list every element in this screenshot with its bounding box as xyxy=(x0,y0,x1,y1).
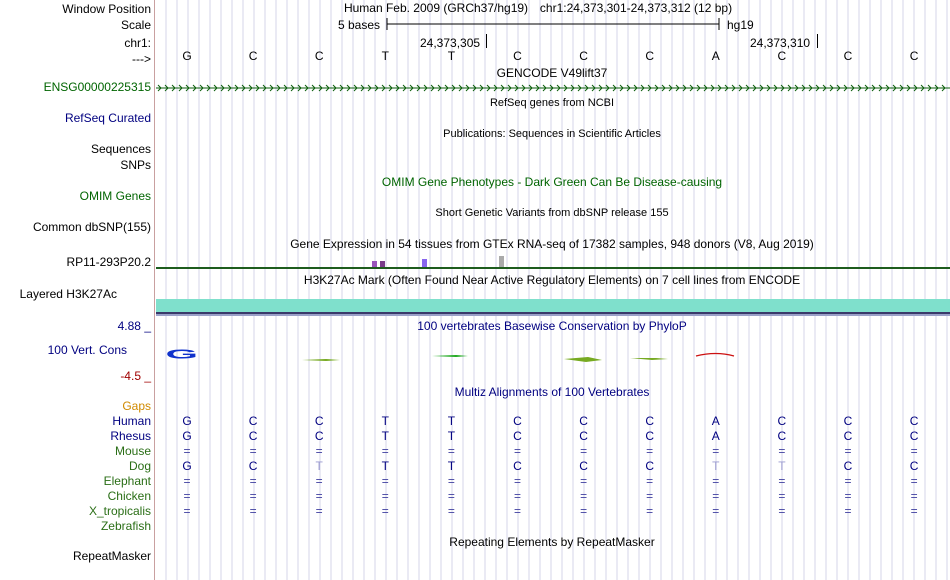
gtex-baseline xyxy=(156,267,950,269)
alignment-base: C xyxy=(645,459,655,473)
alignment-base: = xyxy=(513,474,521,488)
gtex-bars[interactable] xyxy=(156,256,950,267)
gencode-gene-feature[interactable] xyxy=(156,81,950,95)
alignment-base: = xyxy=(844,444,852,458)
ruler-base: C xyxy=(777,49,787,63)
ruler-base: C xyxy=(513,49,522,63)
h3k27ac-baseline-2 xyxy=(156,314,950,316)
alignment-base: C xyxy=(314,429,324,443)
species-label: Mouse xyxy=(114,444,151,458)
scale-bar xyxy=(385,16,725,32)
alignment-base: = xyxy=(315,474,323,488)
chr-label: chr1: xyxy=(124,36,151,50)
alignment-base: = xyxy=(183,474,191,488)
track-label-pane xyxy=(0,0,155,580)
alignment-base: = xyxy=(513,489,521,503)
ruler-base: C xyxy=(248,49,258,63)
alignment-base: T xyxy=(381,414,389,428)
snps-track-label[interactable]: SNPs xyxy=(120,158,151,172)
alignment-base: = xyxy=(183,489,191,503)
ruler-base: T xyxy=(381,49,389,63)
alignment-base: = xyxy=(447,489,455,503)
ruler-base: C xyxy=(843,49,853,63)
alignment-base: = xyxy=(844,474,852,488)
alignment-base: = xyxy=(646,504,654,518)
conservation-track-label[interactable]: 100 Vert. Cons xyxy=(47,343,127,357)
dbsnp-track-title[interactable]: Short Genetic Variants from dbSNP release 155 xyxy=(435,207,669,219)
alignment-base: = xyxy=(249,444,257,458)
ruler-base: C xyxy=(314,49,324,63)
alignment-base: = xyxy=(447,444,455,458)
gtex-bar xyxy=(422,259,427,267)
alignment-base: = xyxy=(712,489,720,503)
alignment-base: = xyxy=(249,474,257,488)
scale-label: Scale xyxy=(120,18,151,32)
gaps-label: Gaps xyxy=(122,399,151,413)
alignment-base: = xyxy=(910,474,918,488)
ruler-tick-1: 24,373,305 xyxy=(420,36,481,50)
repeatmasker-track-title[interactable]: Repeating Elements by RepeatMasker xyxy=(449,535,655,549)
alignment-base: G xyxy=(182,459,192,473)
alignment-base: T xyxy=(447,429,456,443)
gencode-track-label[interactable]: ENSG00000225315 xyxy=(43,80,151,94)
alignment-base: = xyxy=(778,504,786,518)
ruler-tick-2: 24,373,310 xyxy=(750,36,811,50)
h3k27ac-signal[interactable] xyxy=(156,299,950,312)
conservation-track-title[interactable]: 100 vertebrates Basewise Conservation by PhyloP xyxy=(417,319,687,333)
alignment-base: T xyxy=(778,459,786,473)
gencode-track-title[interactable]: GENCODE V49lift37 xyxy=(496,66,608,80)
conservation-signal[interactable] xyxy=(156,338,950,378)
species-label: Dog xyxy=(128,459,151,473)
alignment-base: C xyxy=(909,459,919,473)
alignment-base: = xyxy=(778,489,786,503)
ruler-base: G xyxy=(182,49,192,63)
assembly-title: Human Feb. 2009 (GRCh37/hg19) xyxy=(343,1,529,15)
alignment-base: = xyxy=(381,444,389,458)
alignment-base: = xyxy=(712,444,720,458)
alignment-base: = xyxy=(447,474,455,488)
alignment-base: = xyxy=(910,504,918,518)
alignment-base: C xyxy=(777,414,787,428)
alignment-base: = xyxy=(249,489,257,503)
alignment-base: = xyxy=(910,489,918,503)
alignment-base: = xyxy=(513,444,521,458)
conservation-max-label: 4.88 _ xyxy=(117,319,151,333)
alignment-base: = xyxy=(712,474,720,488)
alignment-base: C xyxy=(513,414,522,428)
multiz-track-title[interactable]: Multiz Alignments of 100 Vertebrates xyxy=(454,385,650,399)
alignment-base: G xyxy=(182,429,192,443)
strand-arrow-label: ---> xyxy=(132,52,151,66)
alignment-base: = xyxy=(513,504,521,518)
alignment-base: T xyxy=(381,429,389,443)
alignment-base: = xyxy=(580,489,588,503)
sequences-track-label[interactable]: Sequences xyxy=(90,142,151,156)
alignment-base: C xyxy=(579,414,588,428)
alignment-base: C xyxy=(248,414,258,428)
alignment-base: = xyxy=(844,489,852,503)
alignment-base: C xyxy=(909,429,919,443)
alignment-base: C xyxy=(248,429,258,443)
alignment-base: = xyxy=(315,489,323,503)
alignment-base: = xyxy=(646,474,654,488)
alignment-base: = xyxy=(844,504,852,518)
alignment-base: A xyxy=(711,414,720,428)
alignment-base: = xyxy=(580,474,588,488)
gtex-track-label[interactable]: RP11-293P20.2 xyxy=(66,255,151,269)
alignment-base: = xyxy=(183,444,191,458)
alignment-base: = xyxy=(381,504,389,518)
alignment-base: = xyxy=(315,444,323,458)
repeatmasker-track-label[interactable]: RepeatMasker xyxy=(72,549,151,563)
alignment-base: A xyxy=(711,429,720,443)
alignment-base: C xyxy=(248,459,258,473)
alignment-base: T xyxy=(712,459,720,473)
alignment-base: = xyxy=(580,504,588,518)
h3k27ac-track-title[interactable]: H3K27Ac Mark (Often Found Near Active Regulatory Elements) on 7 cell lines from ENCODE xyxy=(303,273,801,287)
alignment-base: C xyxy=(645,429,655,443)
alignment-base: C xyxy=(843,459,853,473)
alignment-base: = xyxy=(447,504,455,518)
alignment-base: T xyxy=(381,459,389,473)
dbsnp-track-label[interactable]: Common dbSNP(155) xyxy=(32,220,151,234)
alignment-base: = xyxy=(646,489,654,503)
alignment-base: C xyxy=(843,414,853,428)
position-text: chr1:24,373,301-24,373,312 (12 bp) xyxy=(539,1,733,15)
alignment-base: C xyxy=(777,429,787,443)
species-label: Human xyxy=(112,414,151,428)
omim-track-title[interactable]: OMIM Gene Phenotypes - Dark Green Can Be Disease-causing xyxy=(381,175,723,189)
alignment-base: T xyxy=(447,414,456,428)
species-label: X_tropicalis xyxy=(88,504,151,518)
publications-track-title[interactable]: Publications: Sequences in Scientific Articles xyxy=(443,128,661,140)
scale-text: 5 bases xyxy=(338,18,381,32)
alignment-base: C xyxy=(909,414,919,428)
alignment-base: T xyxy=(315,459,323,473)
alignment-base: C xyxy=(579,429,588,443)
alignment-base: C xyxy=(579,459,588,473)
assembly-short: hg19 xyxy=(727,18,754,32)
species-label: Rhesus xyxy=(110,429,151,443)
window-position-label: Window Position xyxy=(62,2,151,16)
refseq-track-title[interactable]: RefSeq genes from NCBI xyxy=(489,97,615,109)
ruler-base: C xyxy=(909,49,919,63)
ruler-tick-mark-1 xyxy=(486,34,487,48)
h3k27ac-track-label[interactable]: Layered H3K27Ac xyxy=(19,287,117,301)
alignment-base: = xyxy=(183,504,191,518)
alignment-base: = xyxy=(778,444,786,458)
gtex-bar xyxy=(499,256,504,267)
alignment-base: C xyxy=(645,414,655,428)
ruler-base: A xyxy=(711,49,720,63)
ruler-base: C xyxy=(645,49,655,63)
ruler-base: C xyxy=(579,49,588,63)
alignment-base: = xyxy=(315,504,323,518)
species-label: Chicken xyxy=(107,489,151,503)
alignment-base: G xyxy=(182,414,192,428)
alignment-base: = xyxy=(381,489,389,503)
alignment-base: = xyxy=(646,444,654,458)
alignment-base: = xyxy=(712,504,720,518)
species-label: Zebrafish xyxy=(100,519,151,533)
alignment-base: C xyxy=(513,429,522,443)
alignment-base: C xyxy=(843,429,853,443)
alignment-base: = xyxy=(778,474,786,488)
conservation-min-label: -4.5 _ xyxy=(120,369,151,383)
alignment-base: = xyxy=(910,444,918,458)
gtex-track-title[interactable]: Gene Expression in 54 tissues from GTEx RNA-seq of 17382 samples, 948 donors (V8, Aug 2019) xyxy=(290,237,814,251)
alignment-base: = xyxy=(580,444,588,458)
alignment-base: C xyxy=(513,459,522,473)
ruler-tick-mark-2 xyxy=(817,34,818,48)
ruler-base: T xyxy=(447,49,456,63)
omim-track-label[interactable]: OMIM Genes xyxy=(79,189,151,203)
alignment-base: C xyxy=(314,414,324,428)
alignment-base: T xyxy=(447,459,456,473)
refseq-track-label[interactable]: RefSeq Curated xyxy=(64,111,151,125)
species-label: Elephant xyxy=(103,474,151,488)
svg-text:G: G xyxy=(165,346,199,362)
alignment-base: = xyxy=(249,504,257,518)
alignment-base: = xyxy=(381,474,389,488)
